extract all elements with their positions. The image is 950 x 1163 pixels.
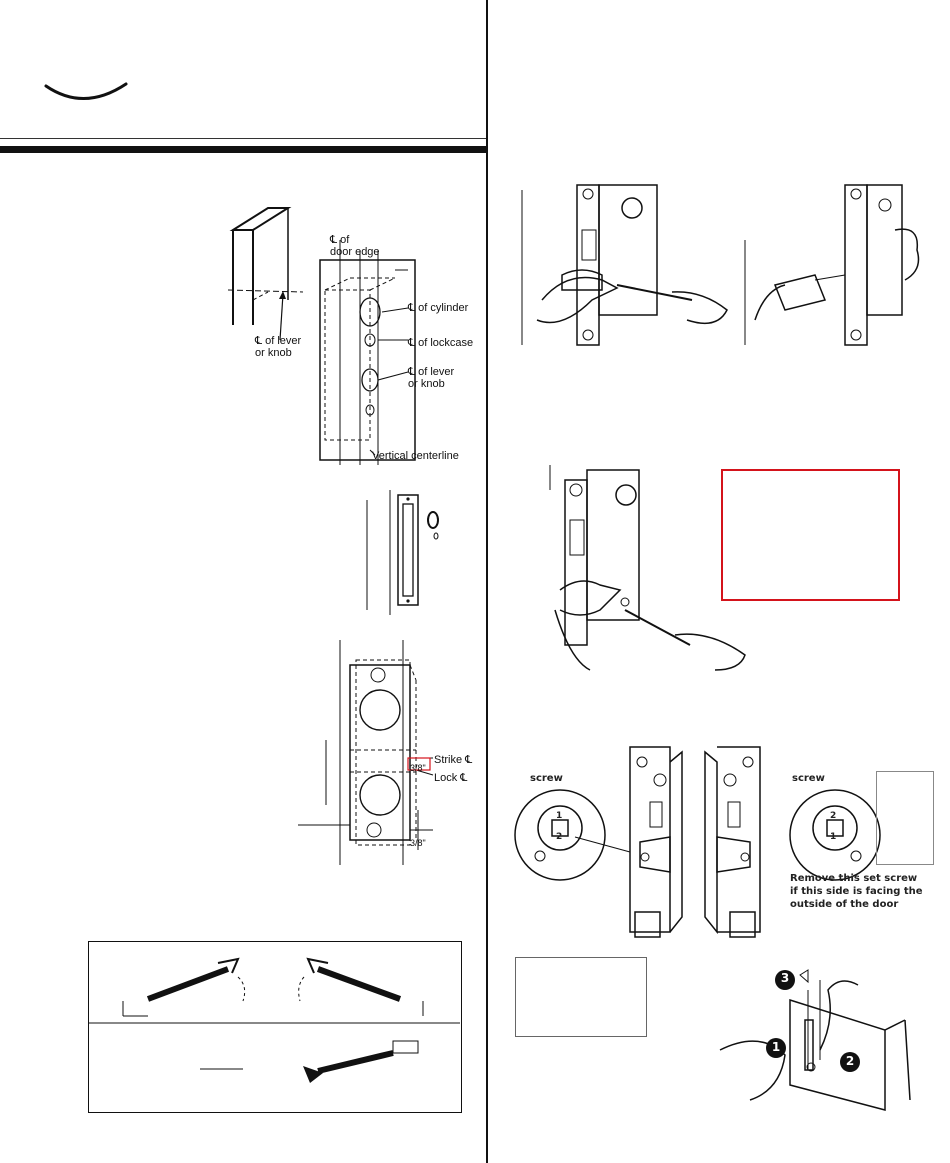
lockcase-adjust-diagram-right [745, 180, 925, 350]
brand-logo-arc [40, 78, 130, 108]
dial-left-top: 1 [556, 811, 563, 821]
label-cl-lever-knob: ℄ of lever or knob [255, 335, 302, 359]
instruction-box [515, 957, 647, 1037]
header-band [0, 146, 486, 153]
faceplate-diagram [360, 490, 450, 620]
label-lock: Lock ℄ [434, 772, 468, 784]
spindle-install-diagram [700, 960, 920, 1125]
note-highlight-box [721, 469, 900, 601]
column-divider [486, 0, 488, 1163]
door-edge-prep-diagram [300, 240, 470, 470]
dim-lower: 3/8" [410, 838, 426, 848]
label-screw-right: screw [792, 773, 825, 784]
door-corner-diagram [228, 200, 308, 340]
dim-upper: 3/8" [410, 763, 426, 773]
strike-alignment-diagram [298, 640, 478, 865]
label-cl-lever-knob-2: ℄ of lever or knob [408, 366, 455, 390]
label-cl-lockcase: ℄ of lockcase [408, 337, 474, 349]
note-remove-set-screw: Remove this set screw if this side is facing the outside of the door [790, 873, 923, 910]
lockcase-adjust-diagram-left [522, 180, 742, 350]
header-rule [0, 138, 486, 139]
label-screw-left: screw [530, 773, 563, 784]
dial-right-top: 2 [830, 811, 837, 821]
step-2-badge: 2 [845, 1054, 855, 1068]
label-vertical-centerline: Vertical centerline [372, 450, 459, 462]
label-cl-cylinder: ℄ of cylinder [408, 302, 469, 314]
step-1-badge: 1 [771, 1040, 781, 1054]
step-3-badge: 3 [780, 971, 790, 985]
side-blank-box [876, 771, 934, 865]
door-handing-diagram [88, 941, 460, 1111]
dial-left-bottom: 2 [556, 832, 563, 842]
label-strike: Strike ℄ [434, 754, 473, 766]
label-cl-door-edge: ℄ of door edge [330, 234, 380, 258]
lockcase-pair-diagram [610, 742, 780, 947]
dial-right-bottom: 1 [830, 832, 837, 842]
